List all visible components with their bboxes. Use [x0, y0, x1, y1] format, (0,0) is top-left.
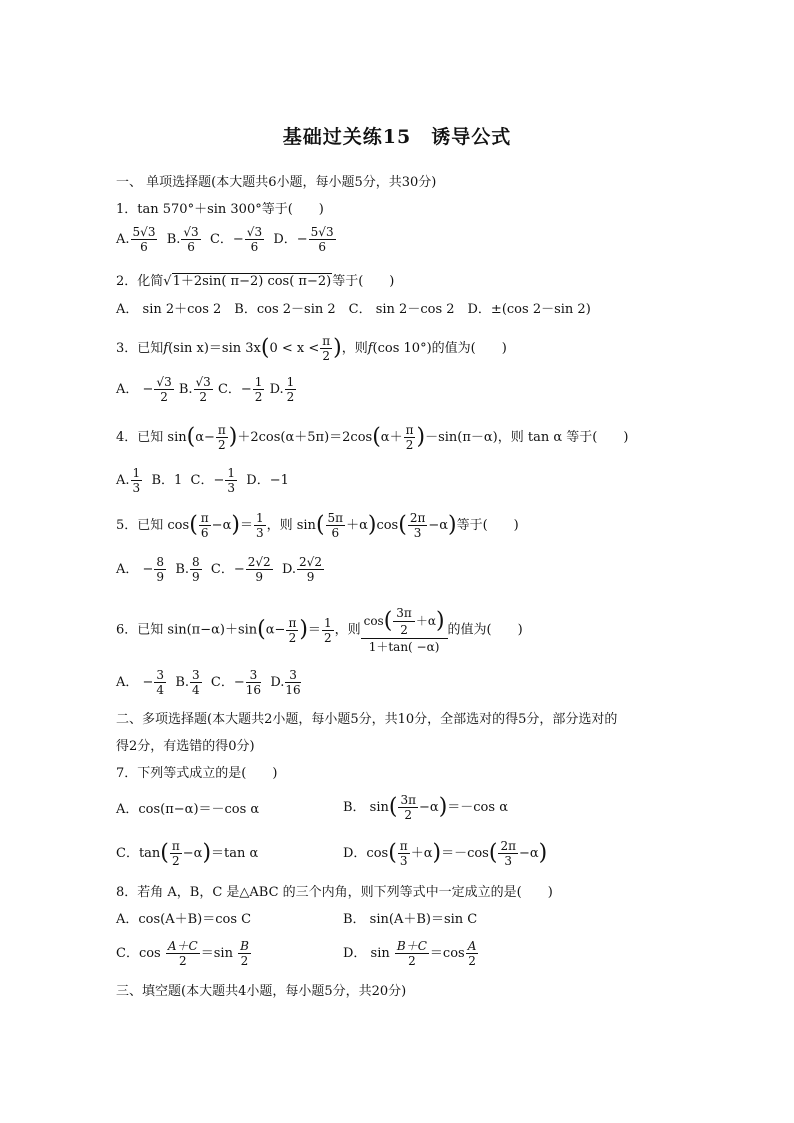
numerator: 2√2 [299, 555, 322, 569]
fraction [154, 376, 173, 403]
denominator: 4 [156, 683, 165, 697]
denominator: 4 [192, 683, 200, 697]
numerator: 1 [323, 615, 332, 630]
numerator: 8 [156, 555, 165, 569]
denominator: 2 [400, 623, 408, 637]
numerator: π [200, 511, 209, 525]
right-paren: ) [435, 608, 445, 634]
option-d-label: D. [269, 382, 284, 397]
compound-numerator [361, 607, 448, 639]
stem-text: 等于( ) [456, 518, 519, 533]
question-5-options [116, 556, 325, 583]
numerator: 1 [132, 466, 141, 480]
fraction [216, 424, 228, 451]
option-c-label: C．− [210, 562, 245, 577]
denominator: 16 [245, 683, 262, 697]
stem-text: 的值为( ) [447, 622, 523, 638]
equals: ＝ [239, 518, 253, 533]
fraction [408, 512, 428, 539]
numerator: π [405, 423, 414, 437]
section-3-heading: 三、填空题(本大题共4小题，每小题5分，共20分) [116, 984, 407, 999]
fraction [225, 467, 237, 494]
question-2-stem: 2．化简√1＋2sin( π−2) cos( π−2)等于( ) [116, 274, 395, 289]
function-name: f [163, 341, 169, 356]
question-8-stem: 8．若角 A，B，C 是△ABC 的三个内角，则下列等式中一定成立的是( ) [116, 885, 553, 900]
fraction [285, 376, 297, 403]
right-paren: ) [299, 617, 308, 642]
left-paren: ( [260, 335, 270, 361]
fraction [199, 512, 211, 539]
numerator: √3 [195, 375, 211, 389]
option-a-label: A． − [116, 675, 154, 690]
numerator: π [322, 334, 331, 348]
expression: −α [182, 846, 203, 861]
expression: −α [428, 518, 449, 533]
option-a-label: A． − [116, 562, 154, 577]
option-d: D．−1 [246, 473, 289, 488]
numerator: 2π [500, 839, 516, 853]
left-paren: ( [186, 424, 196, 450]
denominator: 9 [306, 570, 315, 584]
expression: ＋α [410, 846, 433, 861]
compound-fraction [361, 607, 448, 653]
numerator: π [171, 839, 180, 853]
denominator: 2 [323, 630, 332, 645]
right-paren: ) [432, 840, 442, 866]
question-8-option-c [116, 940, 252, 967]
right-paren: ) [448, 512, 457, 538]
condition: 0 < x < [269, 341, 320, 356]
numerator: 3 [285, 669, 300, 683]
fraction [166, 940, 200, 967]
page-title: 基础过关练15 诱导公式 [282, 126, 512, 148]
denominator: 2 [322, 349, 330, 363]
numerator: 2√2 [247, 555, 271, 569]
fraction [466, 940, 479, 967]
denominator: 2 [468, 954, 476, 968]
fraction [190, 669, 202, 696]
fraction [154, 556, 166, 583]
fraction [246, 669, 261, 696]
stem-text: －sin(π－α)，则 tan α 等于( ) [425, 430, 629, 445]
question-4-options [116, 467, 289, 494]
question-7-option-d [343, 840, 547, 867]
numerator: π [399, 839, 408, 853]
fraction [398, 840, 410, 867]
question-7-option-b [343, 794, 508, 821]
question-4-stem [116, 424, 628, 451]
denominator: 9 [192, 570, 200, 584]
left-paren: ( [383, 608, 393, 634]
denominator: 6 [140, 240, 148, 254]
expression: α− [195, 430, 215, 445]
stem-text: ，则 [334, 622, 361, 638]
left-paren: ( [315, 512, 325, 538]
fraction [154, 669, 166, 696]
question-7-option-a: A．cos(π−α)＝－cos α [116, 802, 260, 817]
expression: −α [211, 518, 232, 533]
option-a-label: A. [116, 473, 130, 488]
denominator: 2 [240, 954, 249, 968]
fraction [253, 376, 265, 403]
numerator: 5√3 [132, 225, 156, 239]
denominator: 6 [200, 526, 209, 540]
denominator: 3 [132, 481, 141, 495]
numerator: 3 [192, 668, 200, 682]
radicand: 1＋2sin( π−2) cos( π−2) [172, 274, 332, 289]
denominator: 3 [227, 481, 236, 495]
numerator: A＋C [167, 939, 198, 953]
left-paren: ( [488, 840, 498, 866]
denominator: 2 [160, 390, 168, 404]
expression: cos [363, 614, 384, 628]
denominator: 6 [318, 240, 326, 254]
numerator: 3 [156, 668, 165, 682]
option-b-label: B. [166, 232, 181, 247]
section-2-heading: 二、多项选择题(本大题共2小题，每小题5分，共10分，全部选对的得5分，部分选对的 [116, 712, 618, 727]
left-paren: ( [189, 512, 198, 538]
option-b: B．1 [151, 473, 183, 488]
denominator: 2 [218, 438, 226, 452]
option-text: D． sin [343, 946, 390, 961]
denominator: 2 [286, 390, 295, 404]
right-paren: ) [202, 840, 212, 866]
option-text: C．tan [116, 846, 161, 861]
fraction [246, 556, 273, 583]
option-c-label: C．− [190, 473, 225, 488]
stem-text: 4．已知 sin [116, 430, 187, 445]
fraction [309, 226, 336, 253]
denominator: 16 [285, 683, 301, 697]
numerator: 3π [393, 607, 415, 622]
numerator: B＋C [396, 939, 427, 953]
expression: −α [419, 800, 439, 815]
numerator: 3π [400, 793, 417, 807]
right-paren: ) [333, 335, 342, 361]
numerator: 5π [327, 511, 344, 525]
fraction [297, 556, 324, 583]
denominator: 6 [250, 240, 259, 254]
numerator: 8 [192, 555, 200, 569]
option-d-label: D．− [273, 232, 308, 247]
left-paren: ( [398, 512, 407, 538]
right-paren: ) [416, 424, 426, 450]
option-c-label: C．− [217, 382, 252, 397]
numerator: 1 [255, 511, 264, 525]
denominator: 3 [504, 854, 513, 868]
option-text: ＝－cos α [447, 800, 508, 815]
denominator: 2 [408, 954, 416, 968]
denominator: 6 [331, 526, 340, 540]
left-paren: ( [160, 840, 169, 866]
question-8-option-a: A．cos(A＋B)＝cos C [116, 912, 252, 927]
numerator: 3 [246, 669, 261, 683]
question-1-stem: 1．tan 570°＋sin 300°等于( ) [116, 202, 324, 217]
option-text: D．cos [343, 846, 389, 861]
stem-text: 5．已知 cos [116, 518, 190, 533]
fraction [194, 376, 213, 403]
left-paren: ( [388, 840, 397, 866]
left-paren: ( [257, 617, 266, 642]
stem-text: 等于( ) [332, 274, 395, 289]
numerator: π [288, 615, 297, 630]
fraction [398, 794, 418, 821]
equals: ＝ [307, 622, 321, 638]
right-paren: ) [228, 424, 238, 450]
option-text: B． sin [343, 800, 389, 815]
question-2-options: A． sin 2＋cos 2 B．cos 2－sin 2 C． sin 2－cos 2 D．±(cos 2－sin 2) [116, 302, 591, 317]
fraction [393, 607, 415, 636]
compound-denominator: 1＋tan( −α) [368, 640, 440, 654]
option-c-label: C．− [210, 675, 245, 690]
fraction [320, 335, 332, 362]
expression: ＋α [415, 614, 436, 628]
numerator: √3 [156, 375, 172, 389]
numerator: A [467, 939, 477, 953]
option-b-label: B. [175, 675, 190, 690]
stem-text: 2．化简 [116, 274, 164, 289]
numerator: √3 [246, 225, 263, 239]
question-6-stem [116, 607, 523, 653]
denominator: 3 [399, 854, 408, 868]
fraction [326, 512, 346, 539]
fraction [131, 467, 143, 494]
left-paren: ( [388, 794, 398, 820]
fraction [238, 940, 251, 967]
question-6-options [116, 669, 302, 696]
denominator: 9 [255, 570, 264, 584]
denominator: 2 [405, 438, 414, 452]
stem-text: ＋2cos(α＋5π)＝2cos [237, 430, 373, 445]
fraction [254, 512, 266, 539]
option-c-label: C．− [209, 232, 244, 247]
stem-text: (sin x)＝sin 3x [168, 341, 261, 356]
question-8-option-d [343, 940, 479, 967]
fraction [245, 226, 264, 253]
denominator: 2 [172, 854, 180, 868]
option-text: ＝tan α [211, 846, 259, 861]
expression: α− [265, 622, 286, 638]
stem-text: ，则 sin [266, 518, 316, 533]
left-paren: ( [372, 424, 381, 450]
denominator: 9 [156, 570, 165, 584]
question-7-stem: 7．下列等式成立的是( ) [116, 766, 278, 781]
fraction [395, 940, 429, 967]
option-a-label: A. [116, 232, 130, 247]
fraction [404, 424, 416, 451]
option-a-label: A． − [116, 382, 154, 397]
option-d-label: D. [281, 562, 297, 577]
question-7-option-c [116, 840, 258, 867]
question-3-options [116, 376, 297, 403]
fraction [322, 617, 334, 644]
fraction [285, 669, 300, 696]
section-1-heading: 一、 单项选择题(本大题共6小题，每小题5分，共30分) [116, 175, 437, 190]
right-paren: ) [231, 512, 240, 538]
question-3-stem [116, 335, 507, 362]
option-d-label: D. [270, 675, 285, 690]
numerator: 1 [254, 375, 263, 389]
question-5-stem [116, 512, 519, 539]
option-b-label: B. [175, 562, 190, 577]
fraction [498, 840, 518, 867]
denominator: 2 [404, 808, 413, 822]
option-text: C．cos [116, 946, 161, 961]
option-text: ＝－cos [441, 846, 489, 861]
denominator: 2 [178, 954, 187, 968]
option-b-label: B. [178, 382, 193, 397]
fraction [181, 226, 200, 253]
fraction [190, 556, 202, 583]
numerator: 1 [227, 466, 236, 480]
numerator: π [217, 423, 226, 437]
numerator: 1 [286, 375, 295, 389]
stem-text: 6．已知 sin(π−α)＋sin [116, 622, 258, 638]
expression: α＋ [380, 430, 403, 445]
function-name: f [367, 341, 373, 356]
fraction [170, 840, 182, 867]
expression: ＋α [346, 518, 368, 533]
right-paren: ) [438, 794, 448, 820]
denominator: 6 [187, 240, 195, 254]
numerator: B [240, 939, 249, 953]
stem-text: cos [376, 518, 399, 533]
numerator: 5√3 [310, 225, 334, 239]
denominator: 2 [199, 390, 207, 404]
denominator: 2 [288, 630, 297, 645]
option-text: ＝sin [200, 946, 233, 961]
option-text: ＝cos [429, 946, 465, 961]
expression: −α [518, 846, 539, 861]
question-8-option-b: B． sin(A＋B)＝sin C [343, 912, 478, 927]
stem-text: (cos 10°)的值为( ) [372, 341, 507, 356]
section-2-heading-cont: 得2分，有选错的得0分) [116, 739, 255, 754]
question-1-options [116, 226, 337, 253]
denominator: 2 [254, 390, 263, 404]
numerator: 2π [409, 511, 426, 525]
denominator: 3 [413, 526, 422, 540]
numerator: √3 [183, 225, 199, 239]
denominator: 3 [255, 526, 264, 540]
right-paren: ) [367, 512, 377, 538]
stem-text: ，则 [341, 341, 368, 356]
fraction [286, 617, 298, 644]
right-paren: ) [538, 840, 548, 866]
stem-text: 3．已知 [116, 341, 164, 356]
fraction [131, 226, 158, 253]
